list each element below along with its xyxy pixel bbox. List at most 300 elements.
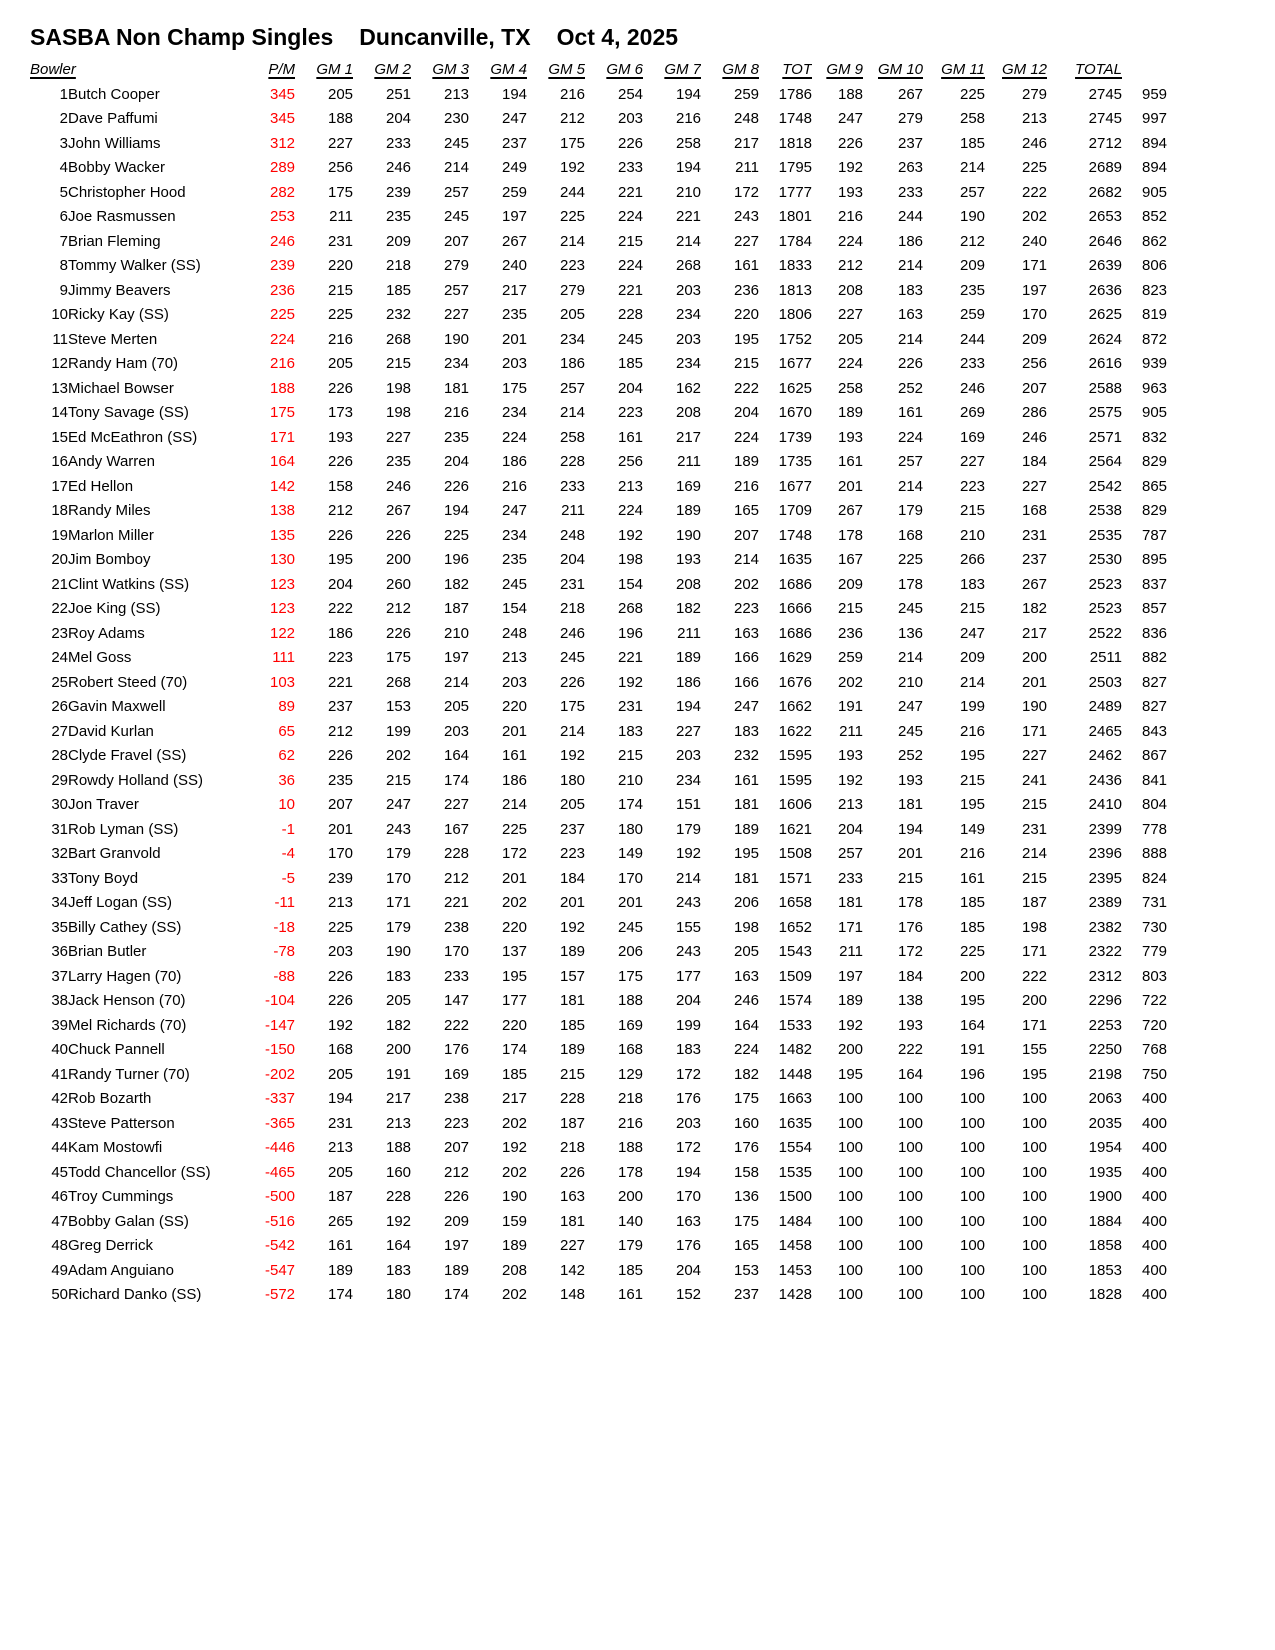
gm9-score: 205 <box>837 330 864 348</box>
gm10-score: 193 <box>897 1016 924 1034</box>
gm6-score: 231 <box>617 698 644 715</box>
gm2-score: 226 <box>385 624 412 642</box>
bowler-name: Greg Derrick <box>68 1237 154 1254</box>
table-row <box>30 769 1167 794</box>
gm7-score: 208 <box>675 575 702 593</box>
table-row <box>30 965 1167 990</box>
gm3-score: 238 <box>443 918 470 936</box>
pm-value: 65 <box>278 722 296 740</box>
gm5-score: 142 <box>559 1261 586 1279</box>
gm3-score: 147 <box>443 992 470 1009</box>
gm12-score: 237 <box>1021 551 1048 568</box>
tot-8-games: 1670 <box>778 404 813 421</box>
gm11-score: 195 <box>959 747 986 764</box>
gm2-score: 217 <box>385 1090 412 1107</box>
gm7-score: 169 <box>675 477 702 495</box>
gm12-score: 200 <box>1021 992 1048 1009</box>
gm7-score: 234 <box>675 355 702 372</box>
header-total: TOTAL <box>1075 61 1123 78</box>
gm7-score: 234 <box>675 771 702 789</box>
gm2-score: 226 <box>385 526 412 544</box>
gm8-score: 161 <box>733 771 760 789</box>
gm6-score: 180 <box>617 820 644 838</box>
total-score: 2312 <box>1088 967 1123 985</box>
bowler-name: Robert Steed (70) <box>68 673 188 691</box>
table-row <box>30 499 1167 524</box>
table-row <box>30 818 1167 843</box>
gm11-score: 100 <box>959 1090 986 1107</box>
total-score: 2653 <box>1088 208 1123 225</box>
gm11-score: 195 <box>959 796 986 813</box>
gm5-score: 204 <box>559 551 586 568</box>
gm6-score: 170 <box>617 869 644 887</box>
gm7-score: 194 <box>675 159 702 176</box>
last4-games-total: 819 <box>1141 306 1168 323</box>
gm3-score: 167 <box>443 820 470 838</box>
gm12-score: 240 <box>1021 232 1048 250</box>
rank-cell: 36 <box>51 943 68 960</box>
gm4-score: 186 <box>501 771 528 789</box>
table-row <box>30 720 1167 745</box>
rank-cell: 22 <box>51 600 68 617</box>
gm11-score: 190 <box>959 208 986 225</box>
gm8-score: 181 <box>733 869 760 887</box>
gm12-score: 100 <box>1021 1261 1048 1279</box>
gm9-score: 192 <box>837 1016 864 1034</box>
gm5-score: 184 <box>559 869 586 887</box>
gm8-score: 224 <box>733 428 760 446</box>
tot-8-games: 1482 <box>778 1041 813 1058</box>
gm9-score: 195 <box>837 1065 864 1083</box>
gm2-score: 191 <box>385 1065 412 1083</box>
rank-cell: 41 <box>51 1065 68 1083</box>
gm8-score: 223 <box>733 600 760 617</box>
gm3-score: 226 <box>443 477 470 495</box>
gm7-score: 192 <box>675 845 702 862</box>
pm-value: 246 <box>269 232 296 250</box>
gm10-score: 193 <box>897 771 924 789</box>
gm11-score: 216 <box>959 845 986 862</box>
gm1-score: 226 <box>327 453 354 470</box>
gm9-score: 213 <box>837 796 864 813</box>
pm-value: 345 <box>269 110 296 127</box>
tot-8-games: 1752 <box>778 330 813 348</box>
pm-value: -500 <box>264 1188 296 1205</box>
gm2-score: 192 <box>385 1212 412 1230</box>
gm2-score: 218 <box>385 257 412 274</box>
gm3-score: 227 <box>443 796 470 813</box>
gm12-score: 246 <box>1021 134 1048 152</box>
gm6-score: 245 <box>617 330 644 348</box>
gm8-score: 161 <box>733 257 760 274</box>
last4-games-total: 888 <box>1141 845 1168 862</box>
gm4-score: 154 <box>501 600 528 617</box>
rank-cell: 28 <box>51 747 68 764</box>
gm12-score: 279 <box>1021 85 1048 103</box>
table-row <box>30 1259 1167 1284</box>
gm1-score: 205 <box>327 1163 354 1181</box>
gm6-score: 218 <box>617 1090 644 1107</box>
gm6-score: 215 <box>617 747 644 764</box>
total-score: 2322 <box>1088 943 1123 960</box>
last4-games-total: 963 <box>1141 379 1168 397</box>
total-score: 2198 <box>1088 1065 1123 1083</box>
table-row <box>30 279 1167 304</box>
gm9-score: 247 <box>837 110 864 127</box>
gm9-score: 258 <box>837 379 864 397</box>
gm12-score: 286 <box>1021 404 1048 421</box>
gm4-score: 197 <box>501 208 528 225</box>
tot-8-games: 1777 <box>778 183 813 201</box>
gm7-score: 194 <box>675 1163 702 1181</box>
gm10-score: 100 <box>897 1188 924 1205</box>
last4-games-total: 803 <box>1141 967 1168 985</box>
tot-8-games: 1813 <box>778 281 813 299</box>
pm-value: 111 <box>272 649 296 666</box>
tot-8-games: 1509 <box>778 967 813 985</box>
gm8-score: 202 <box>733 575 760 593</box>
gm4-score: 174 <box>501 1041 528 1058</box>
gm7-score: 243 <box>675 943 702 960</box>
gm4-score: 234 <box>501 526 528 544</box>
gm4-score: 220 <box>501 1016 528 1034</box>
gm6-score: 129 <box>617 1065 644 1083</box>
gm12-score: 198 <box>1021 918 1048 936</box>
gm10-score: 245 <box>897 722 924 740</box>
last4-games-total: 829 <box>1141 453 1168 470</box>
gm12-score: 200 <box>1021 649 1048 666</box>
gm11-score: 185 <box>959 918 986 936</box>
last4-games-total: 768 <box>1141 1041 1168 1058</box>
gm2-score: 215 <box>385 771 412 789</box>
gm2-score: 247 <box>385 796 412 813</box>
table-row <box>30 891 1167 916</box>
gm12-score: 227 <box>1021 747 1048 764</box>
tot-8-games: 1676 <box>778 673 813 691</box>
gm3-score: 233 <box>443 967 470 985</box>
gm7-score: 204 <box>675 1261 702 1279</box>
gm1-score: 222 <box>327 600 354 617</box>
gm1-score: 174 <box>327 1286 354 1303</box>
total-score: 2564 <box>1088 453 1123 470</box>
gm3-score: 235 <box>443 428 470 446</box>
gm6-score: 245 <box>617 918 644 936</box>
last4-games-total: 894 <box>1141 134 1168 152</box>
rank-cell: 42 <box>51 1090 68 1107</box>
bowler-name: Clyde Fravel (SS) <box>68 747 187 764</box>
tot-8-games: 1652 <box>778 918 813 936</box>
rank-cell: 38 <box>51 992 68 1009</box>
gm1-score: 189 <box>327 1261 354 1279</box>
gm3-score: 228 <box>443 845 470 862</box>
gm9-score: 267 <box>837 502 864 519</box>
pm-value: 123 <box>269 600 296 617</box>
gm2-score: 204 <box>385 110 412 127</box>
gm6-score: 140 <box>617 1212 644 1230</box>
tot-8-games: 1739 <box>778 428 813 446</box>
gm6-score: 174 <box>617 796 644 813</box>
gm3-score: 222 <box>443 1016 470 1034</box>
gm6-score: 216 <box>617 1114 644 1132</box>
gm8-score: 247 <box>733 698 760 715</box>
gm8-score: 172 <box>733 183 760 201</box>
gm11-score: 185 <box>959 134 986 152</box>
pm-value: 171 <box>269 428 296 446</box>
gm10-score: 168 <box>897 526 924 544</box>
gm10-score: 244 <box>897 208 924 225</box>
last4-games-total: 959 <box>1141 85 1168 103</box>
last4-games-total: 894 <box>1141 159 1168 176</box>
gm6-score: 256 <box>617 453 644 470</box>
gm3-score: 197 <box>443 649 470 666</box>
gm10-score: 100 <box>897 1237 924 1254</box>
bowler-name: Marlon Miller <box>68 526 154 544</box>
rank-cell: 46 <box>51 1188 68 1205</box>
gm1-score: 205 <box>327 85 354 103</box>
gm12-score: 100 <box>1021 1090 1048 1107</box>
gm2-score: 171 <box>385 894 412 911</box>
gm7-score: 179 <box>675 820 702 838</box>
gm3-score: 245 <box>443 134 470 152</box>
gm6-score: 192 <box>617 673 644 691</box>
gm10-score: 161 <box>897 404 924 421</box>
gm3-score: 234 <box>443 355 470 372</box>
total-score: 2396 <box>1088 845 1123 862</box>
table-row <box>30 132 1167 157</box>
pm-value: -78 <box>273 943 296 960</box>
gm12-score: 195 <box>1021 1065 1048 1083</box>
header-last4 <box>1122 58 1167 83</box>
gm8-score: 248 <box>733 110 760 127</box>
gm6-score: 161 <box>617 428 644 446</box>
gm8-score: 259 <box>733 85 760 103</box>
rank-cell: 19 <box>51 526 68 544</box>
tot-8-games: 1709 <box>778 502 813 519</box>
gm7-score: 170 <box>675 1188 702 1205</box>
gm11-score: 100 <box>959 1212 986 1230</box>
gm4-score: 137 <box>501 943 528 960</box>
gm7-score: 208 <box>675 404 702 421</box>
table-row <box>30 475 1167 500</box>
gm7-score: 234 <box>675 306 702 323</box>
last4-games-total: 939 <box>1141 355 1168 372</box>
table-row <box>30 524 1167 549</box>
gm3-score: 203 <box>443 722 470 740</box>
gm11-score: 209 <box>959 257 986 274</box>
gm10-score: 100 <box>897 1139 924 1156</box>
gm1-score: 158 <box>327 477 354 495</box>
gm5-score: 205 <box>559 796 586 813</box>
gm3-score: 227 <box>443 306 470 323</box>
gm10-score: 252 <box>897 747 924 764</box>
rank-cell: 33 <box>51 869 68 887</box>
gm12-score: 197 <box>1021 281 1048 299</box>
rank-cell: 3 <box>59 134 68 152</box>
total-score: 2382 <box>1088 918 1123 936</box>
gm3-score: 181 <box>443 379 470 397</box>
tot-8-games: 1833 <box>778 257 813 274</box>
tot-8-games: 1666 <box>778 600 813 617</box>
tot-8-games: 1606 <box>778 796 813 813</box>
gm2-score: 188 <box>385 1139 412 1156</box>
gm1-score: 256 <box>327 159 354 176</box>
gm5-score: 223 <box>559 257 586 274</box>
tot-8-games: 1500 <box>778 1188 813 1205</box>
gm3-score: 214 <box>443 673 470 691</box>
table-row <box>30 205 1167 230</box>
gm2-score: 170 <box>385 869 412 887</box>
header-gm4: GM 4 <box>490 61 528 78</box>
gm4-score: 220 <box>501 918 528 936</box>
gm6-score: 226 <box>617 134 644 152</box>
gm12-score: 168 <box>1021 502 1048 519</box>
gm11-score: 164 <box>959 1016 986 1034</box>
gm9-score: 257 <box>837 845 864 862</box>
pm-value: 135 <box>269 526 296 544</box>
gm1-score: 161 <box>327 1237 354 1254</box>
table-row <box>30 1161 1167 1186</box>
pm-value: 312 <box>269 134 296 152</box>
gm6-score: 201 <box>617 894 644 911</box>
table-row <box>30 842 1167 867</box>
gm12-score: 100 <box>1021 1163 1048 1181</box>
gm5-score: 185 <box>559 1016 586 1034</box>
gm11-score: 200 <box>959 967 986 985</box>
gm9-score: 189 <box>837 992 864 1009</box>
gm6-score: 168 <box>617 1041 644 1058</box>
gm4-score: 189 <box>501 1237 528 1254</box>
rank-cell: 26 <box>51 698 68 715</box>
gm9-score: 188 <box>837 85 864 103</box>
gm11-score: 161 <box>959 869 986 887</box>
gm4-score: 159 <box>501 1212 528 1230</box>
gm11-score: 233 <box>959 355 986 372</box>
gm11-score: 183 <box>959 575 986 593</box>
table-row <box>30 1185 1167 1210</box>
last4-games-total: 823 <box>1141 281 1168 299</box>
gm7-score: 199 <box>675 1016 702 1034</box>
gm12-score: 184 <box>1021 453 1048 470</box>
gm5-score: 237 <box>559 820 586 838</box>
gm9-score: 208 <box>837 281 864 299</box>
table-header <box>30 58 1167 83</box>
gm8-score: 183 <box>733 722 760 740</box>
total-score: 2571 <box>1088 428 1123 446</box>
total-score: 2745 <box>1088 85 1123 103</box>
total-score: 2410 <box>1088 796 1123 813</box>
tot-8-games: 1458 <box>778 1237 813 1254</box>
bowler-name: Bobby Galan (SS) <box>68 1212 189 1230</box>
gm7-score: 155 <box>675 918 702 936</box>
gm12-score: 100 <box>1021 1286 1048 1303</box>
gm4-score: 201 <box>501 722 528 740</box>
table-row <box>30 597 1167 622</box>
gm3-score: 197 <box>443 1237 470 1254</box>
gm1-score: 205 <box>327 355 354 372</box>
total-score: 2436 <box>1088 771 1123 789</box>
gm2-score: 212 <box>385 600 412 617</box>
gm6-score: 221 <box>617 183 644 201</box>
bowler-name: Adam Anguiano <box>68 1261 174 1279</box>
pm-value: 122 <box>269 624 296 642</box>
gm7-score: 194 <box>675 85 702 103</box>
gm11-score: 244 <box>959 330 986 348</box>
gm12-score: 100 <box>1021 1139 1048 1156</box>
gm10-score: 186 <box>897 232 924 250</box>
gm5-score: 226 <box>559 1163 586 1181</box>
gm9-score: 167 <box>837 551 864 568</box>
gm3-score: 216 <box>443 404 470 421</box>
gm9-score: 215 <box>837 600 864 617</box>
table-row <box>30 181 1167 206</box>
bowler-name: Richard Danko (SS) <box>68 1286 202 1303</box>
gm7-score: 221 <box>675 208 702 225</box>
gm4-score: 208 <box>501 1261 528 1279</box>
total-score: 2530 <box>1088 551 1123 568</box>
bowler-name: Roy Adams <box>68 624 145 642</box>
gm12-score: 182 <box>1021 600 1048 617</box>
pm-value: 130 <box>269 551 296 568</box>
tot-8-games: 1677 <box>778 355 813 372</box>
tot-8-games: 1574 <box>778 992 813 1009</box>
gm4-score: 202 <box>501 1114 528 1132</box>
gm6-score: 188 <box>617 992 644 1009</box>
gm3-score: 174 <box>443 1286 470 1303</box>
rank-cell: 25 <box>51 673 68 691</box>
gm11-score: 258 <box>959 110 986 127</box>
pm-value: 289 <box>269 159 296 176</box>
gm8-score: 243 <box>733 208 760 225</box>
rank-cell: 20 <box>51 551 68 568</box>
total-score: 2389 <box>1088 894 1123 911</box>
total-score: 1828 <box>1088 1286 1123 1303</box>
gm4-score: 203 <box>501 673 528 691</box>
gm12-score: 155 <box>1021 1041 1048 1058</box>
rank-cell: 37 <box>51 967 68 985</box>
gm7-score: 194 <box>675 698 702 715</box>
gm12-score: 246 <box>1021 428 1048 446</box>
gm1-score: 203 <box>327 943 354 960</box>
bowler-name: Mel Goss <box>68 649 132 666</box>
gm8-score: 176 <box>733 1139 760 1156</box>
pm-value: 123 <box>269 575 296 593</box>
table-row <box>30 940 1167 965</box>
gm11-score: 169 <box>959 428 986 446</box>
gm9-score: 100 <box>837 1163 864 1181</box>
last4-games-total: 400 <box>1141 1188 1168 1205</box>
last4-games-total: 882 <box>1141 649 1168 666</box>
last4-games-total: 867 <box>1141 747 1168 764</box>
gm11-score: 210 <box>959 526 986 544</box>
gm1-score: 187 <box>327 1188 354 1205</box>
total-score: 2465 <box>1088 722 1123 740</box>
pm-value: 138 <box>269 502 296 519</box>
gm12-score: 222 <box>1021 183 1048 201</box>
gm2-score: 175 <box>385 649 412 666</box>
last4-games-total: 806 <box>1141 257 1168 274</box>
gm11-score: 246 <box>959 379 986 397</box>
table-row <box>30 573 1167 598</box>
pm-value: 225 <box>269 306 296 323</box>
header-gm11: GM 11 <box>941 61 986 78</box>
gm1-score: 235 <box>327 771 354 789</box>
gm11-score: 215 <box>959 600 986 617</box>
gm6-score: 228 <box>617 306 644 323</box>
gm10-score: 181 <box>897 796 924 813</box>
gm6-score: 185 <box>617 355 644 372</box>
gm8-score: 181 <box>733 796 760 813</box>
gm2-score: 228 <box>385 1188 412 1205</box>
